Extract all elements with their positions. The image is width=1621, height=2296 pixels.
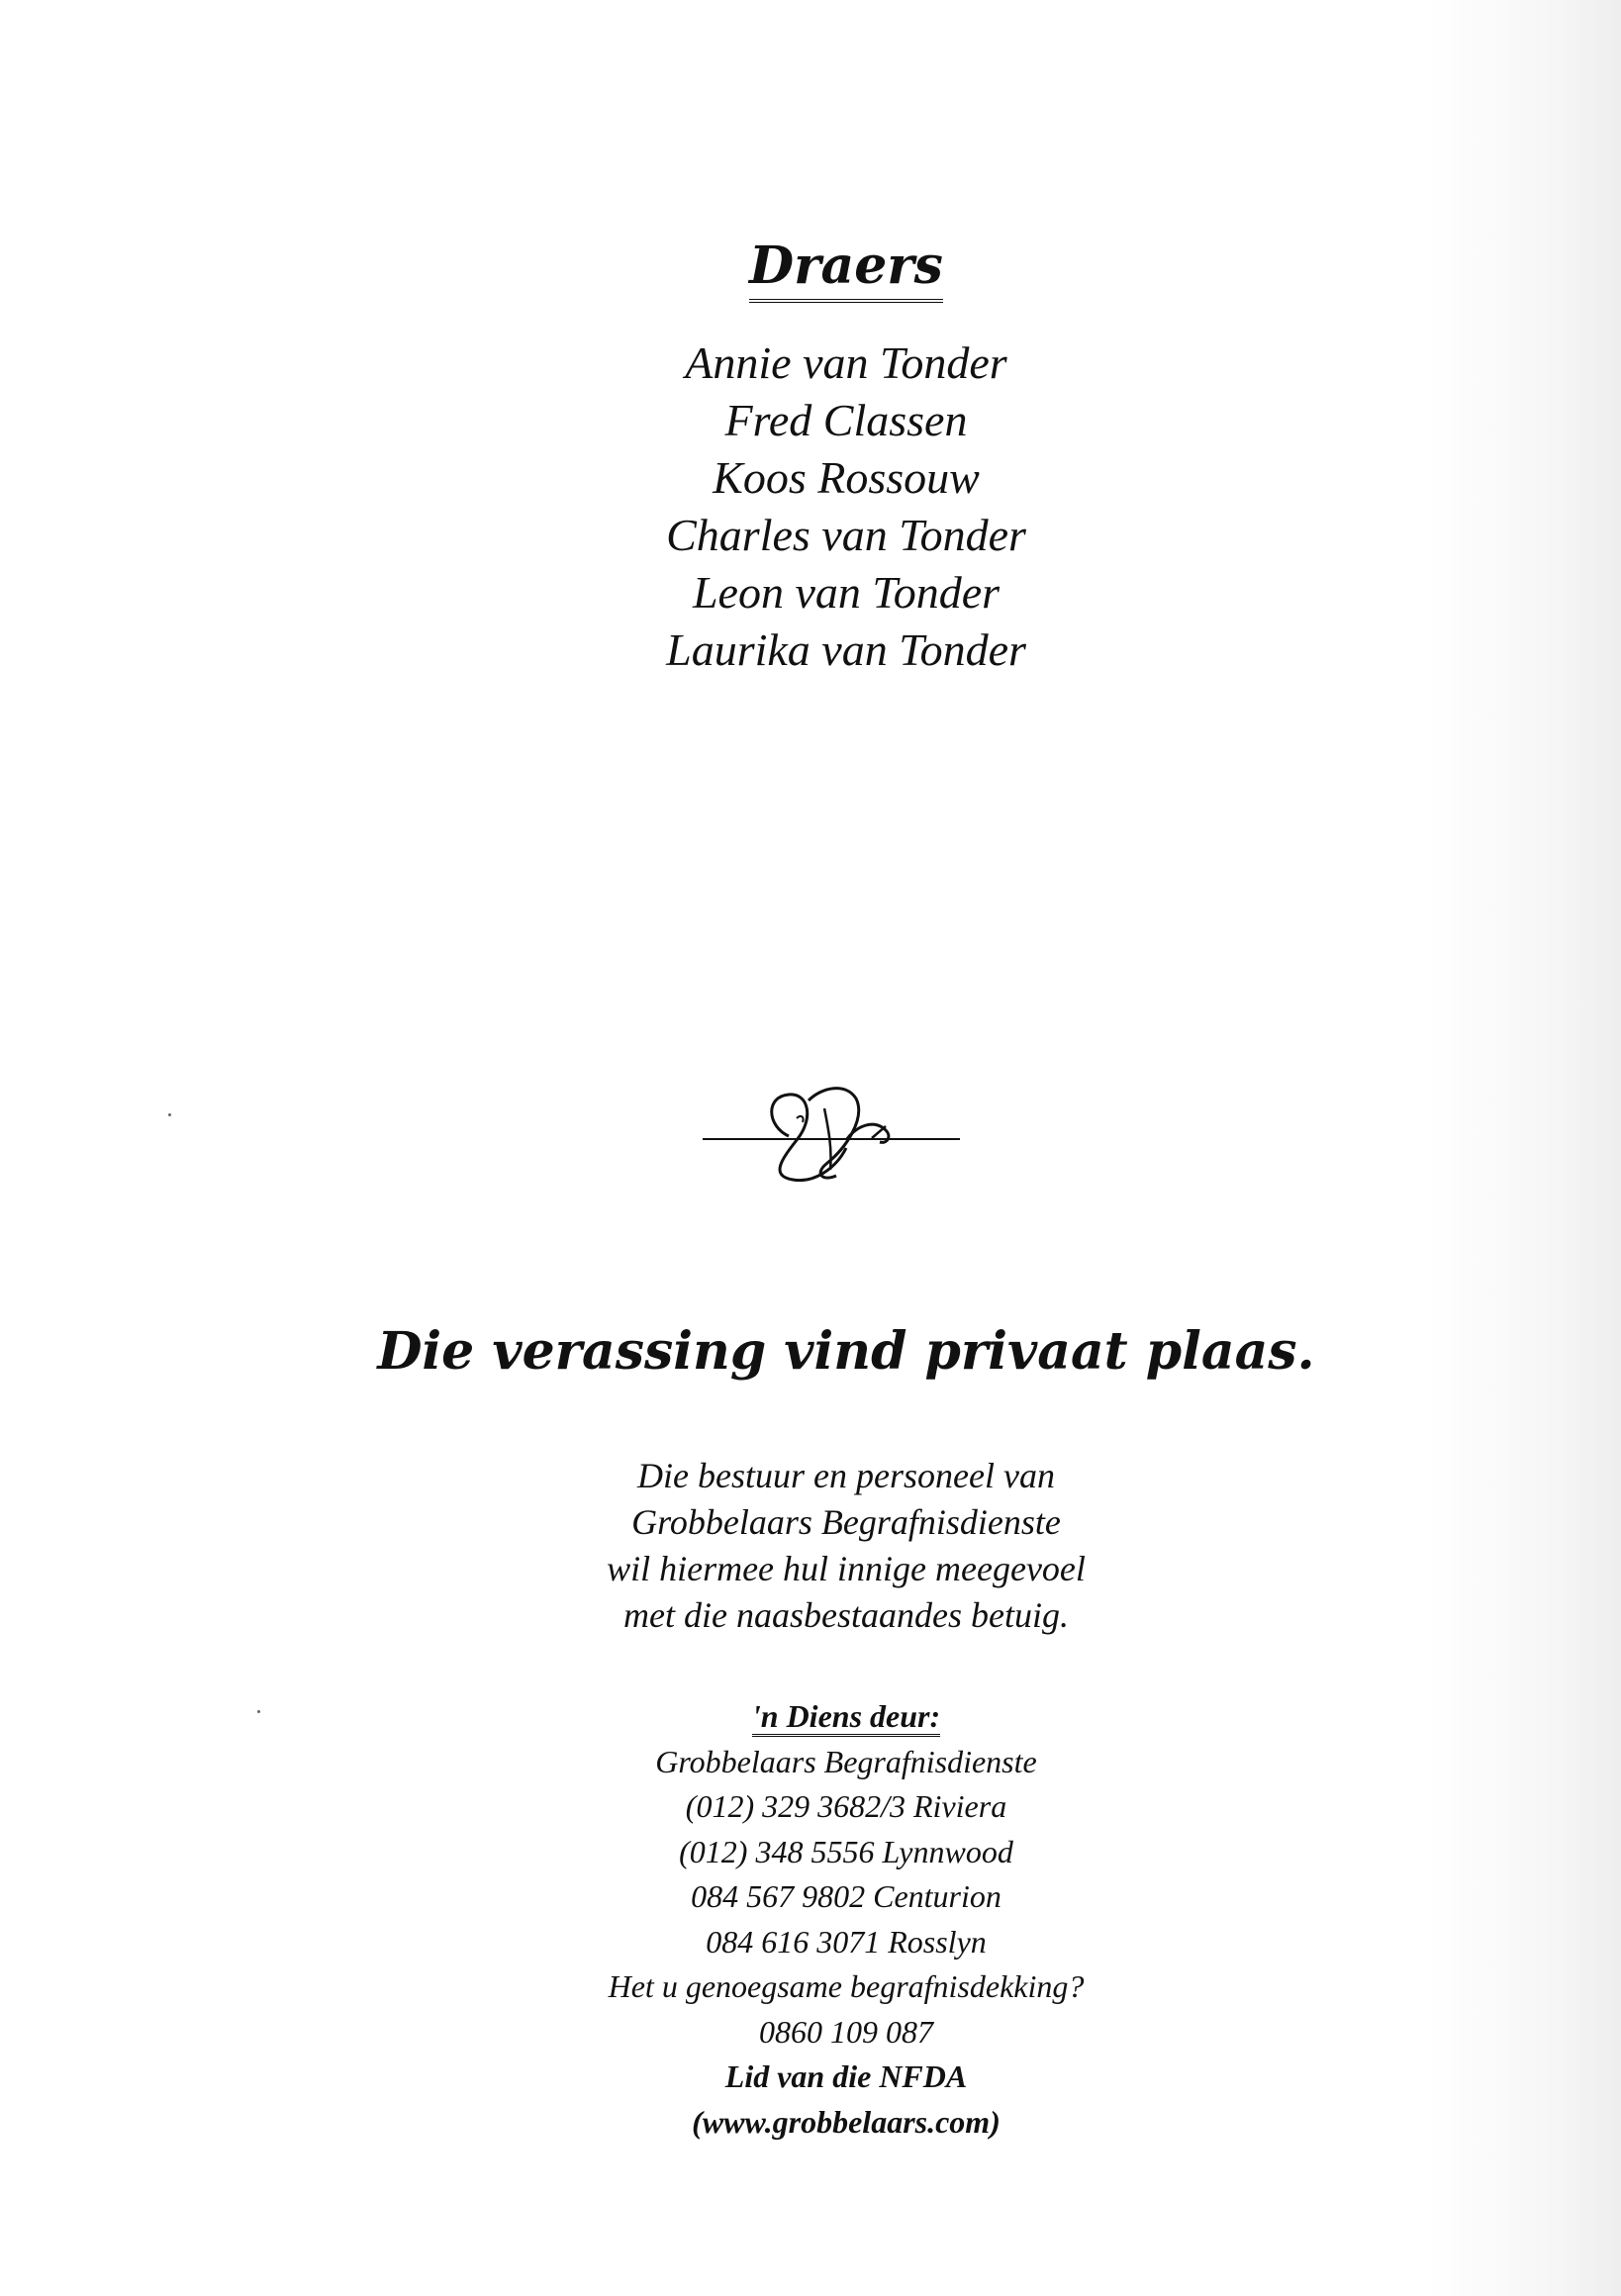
membership-note: Lid van die NFDA (724, 2058, 968, 2094)
condolence-line: met die naasbestaandes betuig. (623, 1595, 1069, 1635)
scan-speck (168, 1113, 171, 1116)
coverage-phone: 0860 109 087 (759, 2013, 933, 2050)
pallbearer-name: Laurika van Tonder (666, 624, 1026, 675)
condolence-line: Grobbelaars Begrafnisdienste (631, 1502, 1061, 1542)
website-link: (www.grobbelaars.com) (692, 2103, 1001, 2140)
service-label (0, 1694, 1621, 1740)
service-label-text: 'n Diens deur: (752, 1698, 940, 1737)
pallbearers-list (0, 335, 1621, 679)
pallbearer-name: Leon van Tonder (692, 567, 1001, 618)
branch-phone: 084 567 9802 Centurion (691, 1878, 1001, 1914)
condolence-line: Die bestuur en personeel van (637, 1456, 1055, 1495)
coverage-question: Het u genoegsame begrafnisdekking? (608, 1968, 1085, 2004)
pallbearers-heading-text: Draers (749, 236, 943, 303)
branch-phone: (012) 348 5556 Lynnwood (679, 1833, 1013, 1869)
condolence-message (0, 1453, 1621, 1639)
flourish-divider-ornament (698, 1079, 965, 1188)
cremation-announcement: Die verassing vind privaat plaas. (377, 1321, 1315, 1382)
pallbearers-heading (0, 236, 1621, 303)
branch-phone: (012) 329 3682/3 Riviera (685, 1788, 1007, 1824)
pallbearer-name: Charles van Tonder (666, 510, 1026, 560)
pallbearer-name: Koos Rossouw (713, 452, 980, 503)
service-provider-block (0, 1694, 1621, 2145)
branch-phone: 084 616 3071 Rosslyn (706, 1923, 987, 1960)
service-company: Grobbelaars Begrafnisdienste (655, 1743, 1037, 1779)
condolence-line: wil hiermee hul innige meegevoel (607, 1549, 1086, 1588)
scan-speck (257, 1710, 260, 1713)
pallbearer-name: Fred Classen (724, 395, 968, 445)
pallbearer-name: Annie van Tonder (685, 337, 1007, 388)
